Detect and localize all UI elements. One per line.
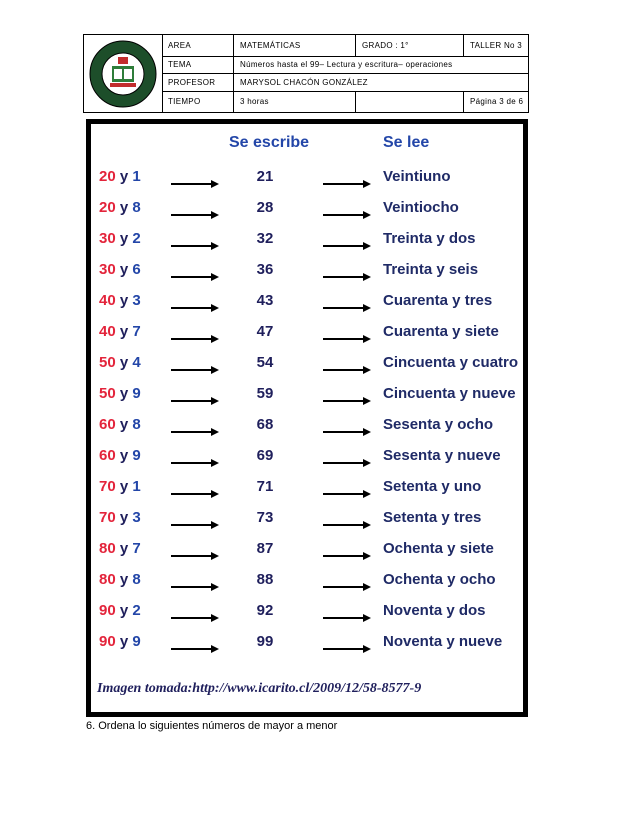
connector-y: y xyxy=(119,633,129,650)
arrow-right-icon xyxy=(171,547,219,555)
connector-y: y xyxy=(119,230,129,247)
tens-units-pair xyxy=(99,416,141,433)
tens-value: 30 xyxy=(99,230,116,247)
tens-units-pair xyxy=(99,602,141,619)
table-row xyxy=(91,292,523,323)
connector-y: y xyxy=(119,292,129,309)
connector-y: y xyxy=(119,168,129,185)
units-value: 6 xyxy=(132,261,141,278)
arrow-right-icon xyxy=(171,423,219,431)
units-value: 4 xyxy=(132,354,141,371)
table-row xyxy=(91,478,523,509)
tens-units-pair xyxy=(99,633,141,650)
table-row xyxy=(91,416,523,447)
units-value: 7 xyxy=(132,323,141,340)
arrow-right-icon xyxy=(171,299,219,307)
tens-units-pair xyxy=(99,292,141,309)
tens-value: 70 xyxy=(99,509,116,526)
connector-y: y xyxy=(119,416,129,433)
written-number: 32 xyxy=(256,230,274,247)
tens-units-pair xyxy=(99,571,141,588)
arrow-right-icon xyxy=(171,485,219,493)
written-number: 28 xyxy=(256,199,274,216)
exercise-6-instruction: 6. Ordena lo siguientes números de mayor a menor xyxy=(86,720,338,732)
column-header-write: Se escribe xyxy=(229,134,310,151)
written-number: 59 xyxy=(256,385,274,402)
tens-units-pair xyxy=(99,230,141,247)
units-value: 8 xyxy=(132,199,141,216)
number-in-words: Setenta y tres xyxy=(383,509,482,526)
tens-units-pair xyxy=(99,478,141,495)
units-value: 3 xyxy=(132,509,141,526)
number-in-words: Cincuenta y nueve xyxy=(383,385,516,402)
tens-value: 20 xyxy=(99,168,116,185)
tens-value: 50 xyxy=(99,354,116,371)
connector-y: y xyxy=(119,602,129,619)
written-number: 99 xyxy=(256,633,274,650)
image-source: Imagen tomada:http://www.icarito.cl/2009/12/58-8577-9 xyxy=(97,681,422,696)
arrow-right-icon xyxy=(323,237,371,245)
arrow-right-icon xyxy=(323,330,371,338)
arrow-right-icon xyxy=(171,640,219,648)
header-row-area xyxy=(162,35,528,57)
arrow-right-icon xyxy=(323,578,371,586)
header-row-time xyxy=(162,91,528,112)
table-row xyxy=(91,354,523,385)
table-row xyxy=(91,509,523,540)
arrow-right-icon xyxy=(171,330,219,338)
arrow-right-icon xyxy=(323,392,371,400)
arrow-right-icon xyxy=(171,609,219,617)
teacher-label: PROFESOR xyxy=(162,73,234,91)
arrow-right-icon xyxy=(171,268,219,276)
units-value: 1 xyxy=(132,168,141,185)
units-value: 9 xyxy=(132,447,141,464)
tens-value: 90 xyxy=(99,633,116,650)
connector-y: y xyxy=(119,540,129,557)
written-number: 47 xyxy=(256,323,274,340)
number-in-words: Cuarenta y siete xyxy=(383,323,499,340)
arrow-right-icon xyxy=(323,361,371,369)
number-in-words: Ochenta y siete xyxy=(383,540,494,557)
tens-units-pair xyxy=(99,540,141,557)
tens-units-pair xyxy=(99,261,141,278)
units-value: 8 xyxy=(132,571,141,588)
arrow-right-icon xyxy=(323,609,371,617)
connector-y: y xyxy=(119,199,129,216)
tens-units-pair xyxy=(99,385,141,402)
table-row xyxy=(91,230,523,261)
tens-units-pair xyxy=(99,354,141,371)
units-value: 8 xyxy=(132,416,141,433)
written-number: 71 xyxy=(256,478,274,495)
tens-value: 90 xyxy=(99,602,116,619)
arrow-right-icon xyxy=(323,485,371,493)
arrow-right-icon xyxy=(171,516,219,524)
topic-value: Números hasta el 99– Lectura y escritura– operaciones xyxy=(240,60,453,69)
arrow-right-icon xyxy=(171,206,219,214)
written-number: 43 xyxy=(256,292,274,309)
table-row xyxy=(91,323,523,354)
arrow-right-icon xyxy=(323,454,371,462)
number-in-words: Veintiuno xyxy=(383,168,451,185)
written-number: 73 xyxy=(256,509,274,526)
connector-y: y xyxy=(119,509,129,526)
tens-units-pair xyxy=(99,323,141,340)
number-in-words: Sesenta y nueve xyxy=(383,447,501,464)
tens-units-pair xyxy=(99,199,141,216)
workshop-number: TALLER No 3 xyxy=(470,41,523,50)
connector-y: y xyxy=(119,354,129,371)
connector-y: y xyxy=(119,323,129,340)
table-row xyxy=(91,540,523,571)
page-number: Página 3 de 6 xyxy=(470,97,524,106)
empty-cell xyxy=(356,91,464,112)
area-value: MATEMÁTICAS xyxy=(234,35,356,56)
arrow-right-icon xyxy=(171,175,219,183)
written-number: 36 xyxy=(256,261,274,278)
written-number: 21 xyxy=(256,168,274,185)
number-in-words: Noventa y dos xyxy=(383,602,486,619)
table-row xyxy=(91,602,523,633)
units-value: 2 xyxy=(132,230,141,247)
tens-value: 80 xyxy=(99,540,116,557)
number-in-words: Sesenta y ocho xyxy=(383,416,494,433)
school-seal-icon xyxy=(88,39,158,109)
number-in-words: Cincuenta y cuatro xyxy=(383,354,519,371)
topic-label: TEMA xyxy=(162,56,234,73)
arrow-right-icon xyxy=(323,206,371,214)
numbers-chart-image xyxy=(86,119,528,717)
table-row xyxy=(91,447,523,478)
column-header-read: Se lee xyxy=(383,134,430,151)
table-row xyxy=(91,199,523,230)
grade-value: GRADO : 1° xyxy=(356,35,464,56)
table-row xyxy=(91,633,523,664)
tens-value: 40 xyxy=(99,292,116,309)
number-in-words: Setenta y uno xyxy=(383,478,482,495)
units-value: 3 xyxy=(132,292,141,309)
table-row xyxy=(91,385,523,416)
number-in-words: Treinta y dos xyxy=(383,230,476,247)
number-in-words: Veintiocho xyxy=(383,199,459,216)
arrow-right-icon xyxy=(323,640,371,648)
units-value: 9 xyxy=(132,385,141,402)
tens-value: 60 xyxy=(99,416,116,433)
arrow-right-icon xyxy=(323,516,371,524)
number-in-words: Ochenta y ocho xyxy=(383,571,496,588)
tens-value: 60 xyxy=(99,447,116,464)
units-value: 2 xyxy=(132,602,141,619)
tens-units-pair xyxy=(99,509,141,526)
time-value: 3 horas xyxy=(234,91,356,112)
written-number: 54 xyxy=(256,354,274,371)
written-number: 68 xyxy=(256,416,274,433)
written-number: 88 xyxy=(256,571,274,588)
written-number: 92 xyxy=(256,602,274,619)
tens-value: 30 xyxy=(99,261,116,278)
arrow-right-icon xyxy=(323,299,371,307)
tens-value: 70 xyxy=(99,478,116,495)
arrow-right-icon xyxy=(171,392,219,400)
arrow-right-icon xyxy=(323,268,371,276)
arrow-right-icon xyxy=(171,454,219,462)
connector-y: y xyxy=(119,447,129,464)
header-row-topic xyxy=(162,56,528,74)
arrow-right-icon xyxy=(171,361,219,369)
connector-y: y xyxy=(119,385,129,402)
tens-units-pair xyxy=(99,447,141,464)
number-in-words: Cuarenta y tres xyxy=(383,292,493,309)
tens-value: 40 xyxy=(99,323,116,340)
header-row-teacher xyxy=(162,73,528,92)
arrow-right-icon xyxy=(171,237,219,245)
arrow-right-icon xyxy=(323,423,371,431)
school-logo xyxy=(84,35,163,112)
tens-value: 80 xyxy=(99,571,116,588)
tens-value: 20 xyxy=(99,199,116,216)
header-table xyxy=(83,34,529,113)
table-row xyxy=(91,571,523,602)
time-label: TIEMPO xyxy=(162,91,234,112)
tens-units-pair xyxy=(99,168,141,185)
table-row xyxy=(91,168,523,199)
written-number: 69 xyxy=(256,447,274,464)
number-in-words: Noventa y nueve xyxy=(383,633,503,650)
teacher-value: MARYSOL CHACÓN GONZÁLEZ xyxy=(240,77,368,87)
units-value: 9 xyxy=(132,633,141,650)
connector-y: y xyxy=(119,571,129,588)
arrow-right-icon xyxy=(323,175,371,183)
written-number: 87 xyxy=(256,540,274,557)
units-value: 1 xyxy=(132,478,141,495)
table-row xyxy=(91,261,523,292)
connector-y: y xyxy=(119,478,129,495)
number-in-words: Treinta y seis xyxy=(383,261,479,278)
connector-y: y xyxy=(119,261,129,278)
tens-value: 50 xyxy=(99,385,116,402)
arrow-right-icon xyxy=(171,578,219,586)
area-label: AREA xyxy=(162,35,234,56)
units-value: 7 xyxy=(132,540,141,557)
arrow-right-icon xyxy=(323,547,371,555)
